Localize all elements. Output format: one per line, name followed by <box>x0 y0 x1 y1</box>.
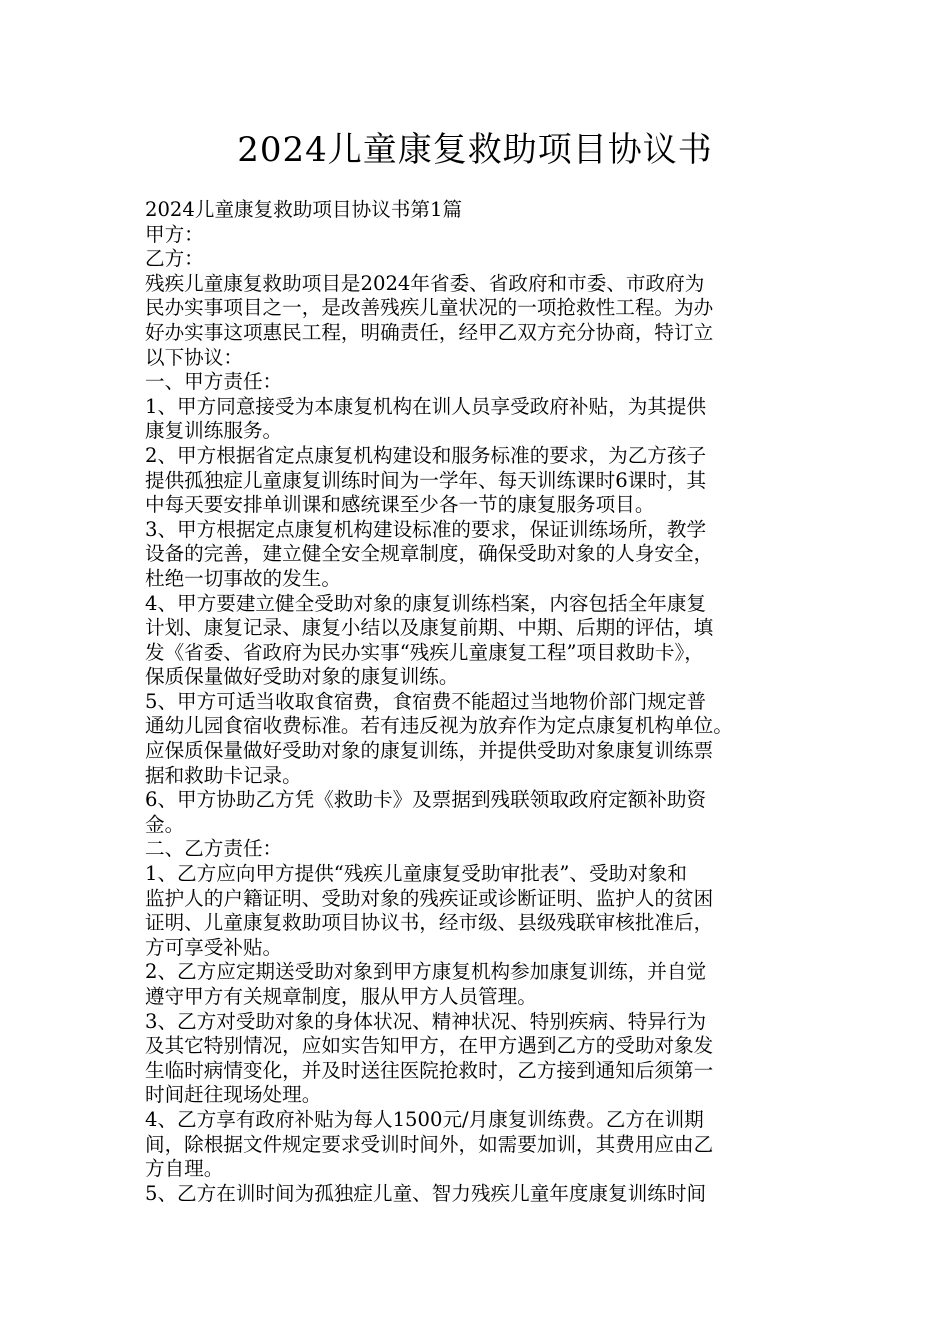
body-line: 中每天要安排单训课和感统课至少各一节的康复服务项目。 <box>145 493 655 517</box>
body-line: 生临时病情变化，并及时送往医院抢救时，乙方接到通知后须第一 <box>145 1058 714 1082</box>
body-line: 应保质保量做好受助对象的康复训练，并提供受助对象康复训练票 <box>145 739 714 763</box>
document-body <box>145 198 825 1206</box>
body-line: 据和救助卡记录。 <box>145 763 302 787</box>
body-line: 证明、儿童康复救助项目协议书，经市级、县级残联审核批准后， <box>145 911 714 935</box>
body-line: 康复训练服务。 <box>145 419 283 443</box>
body-line: 1、甲方同意接受为本康复机构在训人员享受政府补贴，为其提供 <box>145 394 707 418</box>
body-line: 及其它特别情况，应如实告知甲方，在甲方遇到乙方的受助对象发 <box>145 1034 714 1058</box>
body-line: 2024儿童康复救助项目协议书第1篇 <box>145 198 463 221</box>
body-line: 时间赶往现场处理。 <box>145 1083 322 1107</box>
body-line: 监护人的户籍证明、受助对象的残疾证或诊断证明、监护人的贫困 <box>145 886 714 910</box>
body-line: 设备的完善，建立健全安全规章制度，确保受助对象的人身安全， <box>145 542 714 566</box>
body-line: 方自理。 <box>145 1157 224 1181</box>
body-line: 好办实事这项惠民工程，明确责任，经甲乙双方充分协商，特订立 <box>145 320 714 344</box>
body-line: 5、甲方可适当收取食宿费，食宿费不能超过当地物价部门规定普 <box>145 689 707 713</box>
body-line: 通幼儿园食宿收费标准。若有违反视为放弃作为定点康复机构单位。 <box>145 714 733 738</box>
body-line: 二、乙方责任： <box>145 837 283 861</box>
body-line: 杜绝一切事故的发生。 <box>145 566 341 590</box>
body-line: 提供孤独症儿童康复训练时间为一学年、每天训练课时6课时，其 <box>145 468 707 492</box>
body-line: 4、乙方享有政府补贴为每人1500元/月康复训练费。乙方在训期 <box>145 1107 704 1131</box>
body-line: 6、甲方协助乙方凭《救助卡》及票据到残联领取政府定额补助资 <box>145 788 707 812</box>
body-line: 乙方： <box>145 247 204 271</box>
body-line: 5、乙方在训时间为孤独症儿童、智力残疾儿童年度康复训练时间 <box>145 1181 707 1205</box>
body-line: 4、甲方要建立健全受助对象的康复训练档案，内容包括全年康复 <box>145 591 707 615</box>
body-line: 甲方： <box>145 222 204 246</box>
body-line: 间，除根据文件规定要求受训时间外，如需要加训，其费用应由乙 <box>145 1132 714 1156</box>
body-line: 以下协议： <box>145 345 243 369</box>
body-line: 金。 <box>145 812 185 836</box>
body-line: 3、甲方根据定点康复机构建设标准的要求，保证训练场所，教学 <box>145 517 707 541</box>
body-line: 2、乙方应定期送受助对象到甲方康复机构参加康复训练，并自觉 <box>145 960 707 984</box>
body-line: 发《省委、省政府为民办实事“残疾儿童康复工程”项目救助卡》， <box>145 640 704 664</box>
body-line: 保质保量做好受助对象的康复训练。 <box>145 665 459 689</box>
body-line: 计划、康复记录、康复小结以及康复前期、中期、后期的评估，填 <box>145 616 714 640</box>
body-line: 1、乙方应向甲方提供“残疾儿童康复受助审批表”、受助对象和 <box>145 862 687 886</box>
body-line: 一、甲方责任： <box>145 370 283 394</box>
body-line: 残疾儿童康复救助项目是2024年省委、省政府和市委、市政府为 <box>145 271 705 295</box>
body-line: 民办实事项目之一，是改善残疾儿童状况的一项抢救性工程。为办 <box>145 296 714 320</box>
document-title: 2024儿童康复救助项目协议书 <box>237 130 713 170</box>
body-line: 遵守甲方有关规章制度，服从甲方人员管理。 <box>145 985 537 1008</box>
body-line: 方可享受补贴。 <box>145 935 283 959</box>
body-line: 2、甲方根据省定点康复机构建设和服务标准的要求，为乙方孩子 <box>145 443 707 467</box>
body-line: 3、乙方对受助对象的身体状况、精神状况、特别疾病、特异行为 <box>145 1009 707 1033</box>
